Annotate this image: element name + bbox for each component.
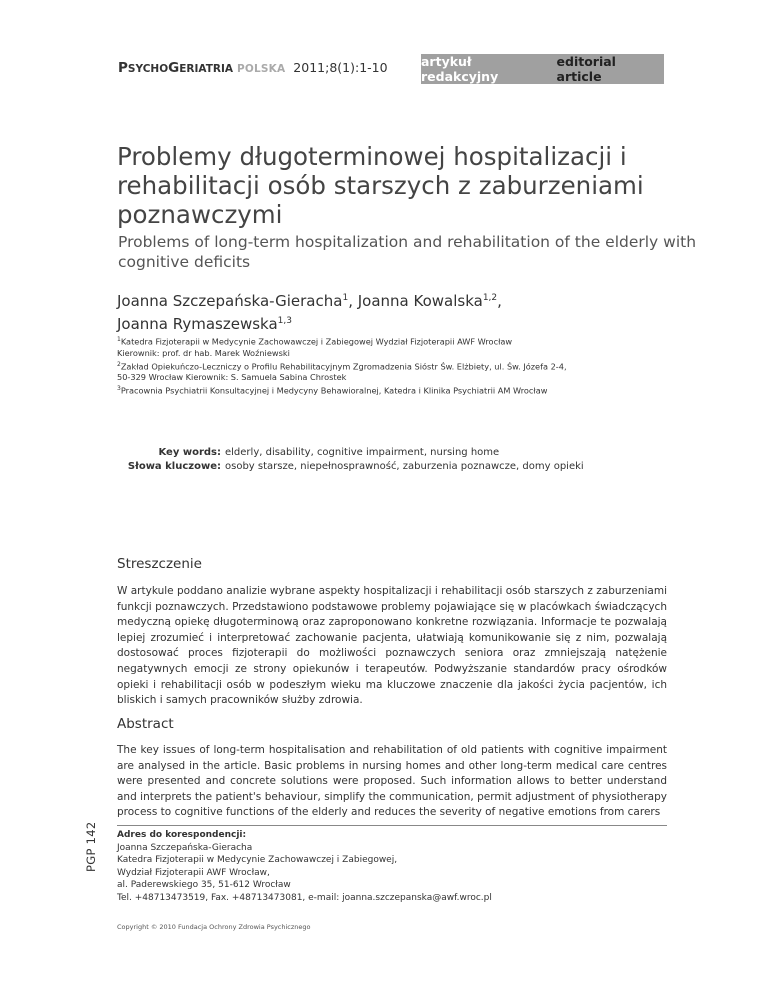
author-name: Joanna Rymaszewska [117,315,278,333]
author-sup: 1,2 [482,293,498,303]
author-sup: 1 [342,293,349,303]
affiliation-line [117,348,677,359]
affiliation-line [117,383,677,397]
keywords-pl-label: Słowa kluczowe: [127,461,221,472]
divider [117,825,667,826]
author-name: Joanna Kowalska [357,292,483,310]
correspondence [117,829,677,904]
affiliation-text: Pracownia Psychiatrii Konsultacyjnej i Medycyny Behawioralnej, Katedra i Klinika Psychiatrii AM Wrocław [120,386,548,397]
correspondence-heading: Adres do korespondencji: [117,830,247,840]
affiliation-line [117,372,677,383]
keywords-en-label: Key words: [158,447,221,458]
affiliation-line [117,359,677,373]
correspondence-line: Wydział Fizjoterapii AWF Wrocław, [117,867,270,878]
author-sup: 1,3 [277,316,292,326]
affiliation-sup: 3 [117,385,121,393]
journal-word-2: ERIATRIA [179,63,233,75]
correspondence-line: Katedra Fizjoterapii w Medycynie Zachowawczej i Zabiegowej, [117,855,398,865]
keywords-pl [96,460,716,473]
affiliation-text: 50-329 Wrocław Kierownik: S. Samuela Sabina Chrostek [117,372,347,383]
streszczenie-text: W artykule poddano analizie wybrane aspekty hospitalizacji i rehabilitacji osób starszych z zaburzeniami funkcji poznawczych. Przedstawiono podstawowe problemy pojawiające się w placówkach świadczących medyczną opiekę długoterminową oraz zaproponowano konkretne rozwiązania. Informacje te pozwalają lepiej zrozumieć i interpretować zachowanie pacjenta, ułatwiają komunikowanie się z nim, pozwalają dostosować proces fizjoterapii do możliwości poznawczych seniora oraz zmniejszają natężenie negatywnych emocji ze strony opiekunów i terapeutów. Podwyższanie standardów pracy ośrodków opieki i rehabilitacji osób w podeszłym wieku ma kluczowe znaczenie dla jakości życia pacjentów, ich bliskich i samych pracowników służby zdrowia. [117,585,667,707]
keywords-pl-text: osoby starsze, niepełnosprawność, zaburzenia poznawcze, domy opieki [225,461,584,472]
keywords-en [96,446,716,459]
title-english: Problems of long-term hospitalization and rehabilitation of the elderly with cognitive deficits [118,233,697,271]
affiliations [117,334,677,397]
abstract-heading: Abstract [117,716,174,732]
affiliation-text: Kierownik: prof. dr hab. Marek Woźniewski [117,347,290,358]
keywords-en-text: elderly, disability, cognitive impairment, nursing home [225,447,500,458]
streszczenie-heading: Streszczenie [117,556,202,572]
journal-word-3: POLSKA [236,63,286,75]
copyright: Copyright © 2010 Fundacja Ochrony Zdrowia Psychicznego [117,923,311,931]
correspondence-line: al. Paderewskiego 35, 51-612 Wrocław [117,880,291,890]
title-polish: Problemy długoterminowej hospitalizacji i rehabilitacji osób starszych z zaburzeniami poznawczymi [117,142,644,229]
correspondence-line: Tel. +48713473519, Fax. +48713473081, e-mail: joanna.szczepanska@awf.wroc.pl [117,892,492,903]
badge-pl: artykuł redakcyjny [421,54,499,84]
affiliation-sup: 2 [117,360,121,368]
badge-en: editorial article [556,54,616,84]
affiliation-line [117,334,677,348]
abstract-text: The key issues of long-term hospitalisation and rehabilitation of old patients with cognitive impairment are analysed in the article. Basic problems in nursing homes and other long-term medical care centres were presented and concrete solutions were proposed. Such information allows to better understand and interprets the patient's behaviour, simplify the communication, permit adjustment of physiotherapy process to cognitive functions of the elderly and reduces the severity of negative emotions from carers [117,744,667,819]
correspondence-line: Joanna Szczepańska-Gieracha [117,842,253,853]
side-page-label: PGP 142 [84,821,98,872]
journal-word-1: SYCHO [127,63,169,75]
journal-name [118,60,388,76]
affiliation-sup: 1 [117,336,121,343]
author-name: Joanna Szczepańska-Gieracha [117,292,343,310]
journal-initial-2: G [168,60,180,76]
affiliation-text: Zakład Opiekuńczo-Leczniczy o Profilu Rehabilitacyjnym Zgromadzenia Sióstr Św. Elżbiety, ul. Św. Józefa 2-4, [120,361,567,372]
authors: Joanna Szczepańska-Gieracha$^1$, Joanna Kowalska$^{1,2}$, Joanna Rymaszewska$^{1,3}$ [117,292,502,333]
journal-citation: 2011;8(1):1-10 [293,60,388,75]
article-type-badge [421,54,664,84]
journal-initial-1: P [118,60,128,76]
affiliation-text: Katedra Fizjoterapii w Medycynie Zachowawczej i Zabiegowej Wydział Fizjoterapii AWF Wrocław [120,336,513,347]
